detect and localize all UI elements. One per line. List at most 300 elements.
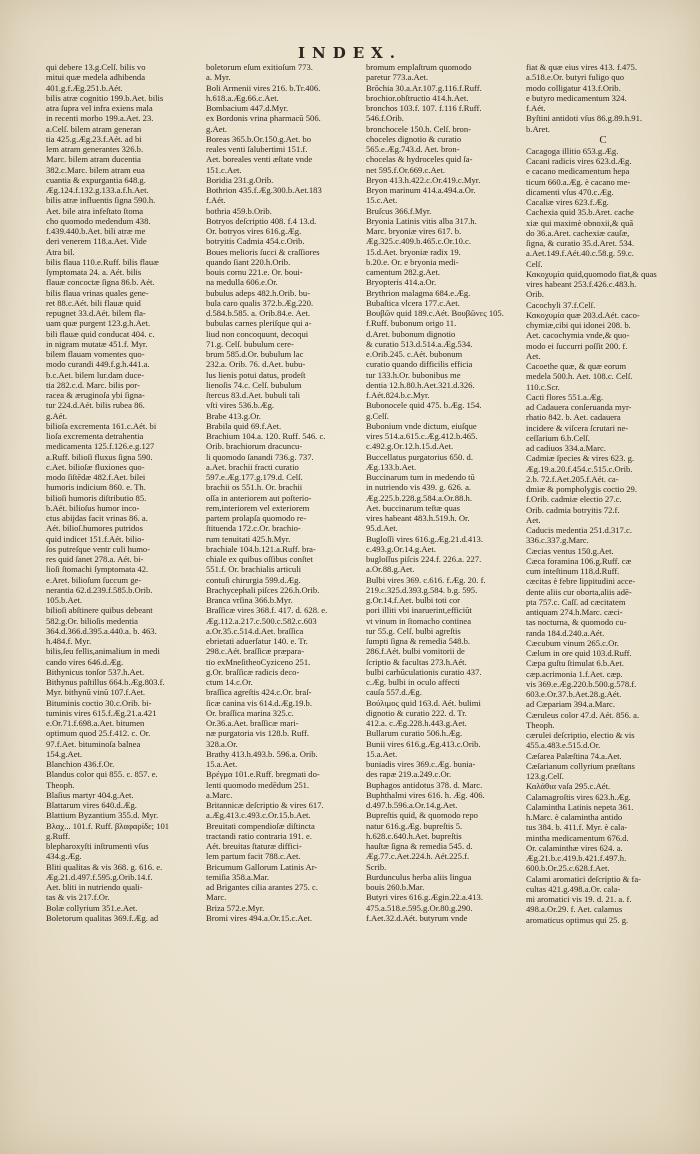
index-line: 546.f.Orib. [366,113,404,124]
index-line: 328.a.Or. [206,738,238,749]
index-line: 475.a.518.e.595.g.Or.80.g.290. [366,902,473,913]
index-line: 123.g.Celſ. [526,771,564,781]
index-line: Bullarum curatio 506.h.Æg. [366,728,463,739]
index-line: in nigram mutatæ 451.f. Myr. [46,338,148,349]
index-line: bilioſi humoris diſtributio 85. [46,492,147,503]
index-line: 2.b. 72.f.Aet.205.f.Aét. ca- [526,473,619,484]
index-line: 15.d.Aet. bryoniæ radix 19. [366,246,461,257]
index-line: vires habeant 253.f.426.c.483.h. [526,279,637,289]
index-line: bubulus adeps 482.h.Orib. bu- [206,287,311,298]
index-line: bilis atræ influentis ſigna 590.h. [46,195,156,206]
index-line: g.Or. braſſicæ radicis deco- [206,666,300,677]
index-line: ad Cadauera conſeruanda myr- [526,402,632,412]
index-line: dente aliis cur oborta,aliis adē- [526,586,632,597]
index-line: rum tenuitati 425.h.Myr. [206,533,291,544]
index-line: 110.c.Scr. [526,381,560,392]
index-line: g.Aét. [46,410,68,421]
index-line: tus 384. b. 411.f. Myr. è cala- [526,822,628,833]
index-line: Marc. [206,892,227,903]
index-line: bili flauæ quid conducat 404. c. [46,328,155,339]
index-line: mitui quæ medela adhibenda [46,72,146,83]
index-line: c.492.g.Or.12.h.15.d.Aet. [366,441,454,452]
index-line: Botryos deſcriptio 408. f.4 13.d. [206,215,317,226]
index-line: Βρέγμα 101.e.Ruff. bregmati do- [206,769,320,780]
index-line: brachii os 551.h. Or. brachii [206,482,303,493]
index-line: Or. calaminthæ vires 624. a. [526,842,623,853]
index-line: modo curandi 449.f.g.h.441.a. [46,359,150,370]
index-line: dignotio & curatio 222. d. Tr. [366,707,467,718]
index-line: Branca vrſina 366.b.Myr. [206,595,293,605]
index-line: Atra bil. [46,246,75,257]
index-line: partem prolapſa quomodo re- [206,513,307,523]
index-line: a. Myr. [206,72,231,83]
index-line: ſtercus 83.d.Aet. bubuli tali [206,390,301,400]
index-line: curatio quando difficilis efficia [366,359,473,370]
index-line: 95.d.Aet. [366,523,398,534]
index-line: a.Or.35.c.514.d.Aet. braſſica [206,625,304,636]
index-line: Calamagroſtis vires 623.h.Æg. [526,791,631,802]
index-line: Bunii vires 616.g.Æg.413.c.Orib. [366,738,481,749]
index-line: d.Aret. bubonum dignotio [366,328,456,339]
index-line: Butyri vires 616.g.Ægin.22.a.413. [366,892,483,903]
index-line: 498.a.Or.29. f. Aet. calamus [526,904,623,915]
index-line: ſtituenda 172.c.Or. brachio- [206,523,301,534]
index-line: botryitis Cadmia 454.c.Orib. [206,236,305,247]
index-line: Aet. cacochymia vnde,& quo- [526,330,630,341]
index-line: Brachycephali piſces 226.h.Orib. [206,584,320,595]
index-line: Cæpa guſtu ſtimulat 6.b.Aet. [526,658,624,669]
index-line: Cæſarea Palæſtina 74.a.Aet. [526,750,622,761]
index-line: tio exMneſitheoCyziceno 251. [206,656,311,667]
index-line: ticum 660.a.Æg. è cacano me- [526,176,631,187]
index-line: 232.a. Orib. 76. d.Aet. bubu- [206,359,306,370]
index-line: Cacti flores 551.a.Æg. [526,391,604,402]
index-line: ſos putreſque ventr culi humo- [46,543,151,554]
index-line: a.Marc. [206,789,233,800]
index-line: tur 133.h.Or. bubonibus me [366,369,461,380]
index-line: na medulla 606.e.Or. [206,277,278,288]
index-line: buniadis vires 369.c.Æg. bunia- [366,759,476,769]
index-line: Cæruleus color 47.d. Aét. 856. a. [526,709,640,720]
index-line: Æg.21.d.497.f.595.g.Orib.14.f. [46,871,153,882]
index-line: Bithynus paſtillus 664.b.Æg.803.f. [46,677,165,687]
index-line: Blaſius martyr 404.g.Aet. [46,789,134,800]
index-line: Bubonium vnde dictum, eiuſque [366,420,477,431]
index-line: Bombacium 447.d.Myr. [206,103,289,113]
index-line: Marc. bryoniæ vires 617. b. [366,226,462,236]
index-line: ret 88.c.Aét. bili flauæ quid [46,297,141,308]
index-line: vires 514.a.615.c.Æg.412.b.465. [366,431,478,441]
index-line: & curatio 513.d.514.a.Æg.534. [366,338,473,349]
index-column-1 [46,62,200,1142]
index-line: boletorum eſum exitioſum 773. [206,62,313,72]
index-line: Bupreſtis quid, & quomodo repo [366,810,478,821]
index-line: 597.e.Æg.177.g.179.d. Celſ. [206,472,303,482]
index-line: c.Æg. bulbi in oculo affecti [366,677,460,687]
index-line: ſcriptio & facultas 273.h.Aét. [366,656,467,667]
index-line: h.618.a.Æg.66.c.Aet. [206,92,279,103]
index-line: Bolæ collyrium 351.e.Aet. [46,902,138,913]
index-line: 603.e.Or.37.b.Aet.28.g.Aét. [526,689,622,699]
index-line: ceſſarium 6.b.Celſ. [526,432,590,443]
index-line: lem partum facit 788.c.Aet. [206,851,301,862]
index-line: bula caro qualis 372.b.Æg.220. [206,297,314,308]
index-line: 97.f.Aet. bituminoſa balnea [46,738,141,749]
index-line: 298.c.Aét. braſſicæ præpara- [206,646,305,657]
index-line: g.Ruff. [46,830,71,841]
index-line: Aet. boreales venti æſtate vnde [206,154,313,165]
index-line: 565.e.Æg.743.d. Aet. bron- [366,144,460,154]
index-line: 15.c.Aet. [366,195,398,206]
index-line: Bliti qualitas & vis 368. g. 616. e. [46,861,163,872]
index-line: Cæſarianum collyrium præſtans [526,760,635,771]
index-line: Aet. bile atra infeſtato ſtoma [46,205,144,216]
index-line: cauſa 557.d.Æg. [366,687,422,698]
index-line: Cacagoga illitio 653.g.Æg. [526,145,619,156]
index-line: mi aromatici vis 19. d. 21. a. f. [526,894,632,904]
index-line: Aet. bliti in nutriendo quali- [46,882,143,892]
index-line: Βλαχ... 101.f. Ruff. βλαφαρίδε; 101 [46,820,170,831]
index-line: bugloſſus piſcis 224.f. 226.a. 227. [366,554,482,564]
index-line: f.Orib. cadmiæ electio 27.c. [526,494,622,505]
index-line: bubulas carnes pleriſque qui a- [206,318,312,329]
index-line: incidere & viſcera ſcrutari ne- [526,422,629,433]
index-line: modo ſiſtēdæ 482.f.Aet. bilei [46,472,146,482]
index-line: e butyro medicamentum 324. [526,92,627,103]
index-line: Cachexia quid 35.b.Aret. cache [526,207,634,218]
index-line: Æg.225.b.228.g.584.a.Or.88.h. [366,492,472,503]
index-line: Boues melioris ſucci & craſſiores [206,246,320,257]
index-line: dicamenti vſus 470.c.Æg. [526,186,614,197]
index-line: Or.36.a.Aet. braſſicæ mari- [206,718,299,728]
index-line: 15.a.Aet. [206,759,238,769]
index-line: chymiæ,cibi qui idonei 208. b. [526,320,631,330]
index-line: Καλάθια vaſa 295.c.Aét. [526,781,611,792]
index-line: cærulei deſcriptio, electio & vis [526,730,635,740]
index-columns [46,62,682,1142]
index-line: 154.g.Aet. [46,748,83,759]
index-line: rem,interiorem vel exteriorem [206,502,310,513]
index-line: 600.b.Or.25.c.628.f.Aet. [526,863,610,874]
page-header: INDEX. [297,44,403,62]
index-line: Marc. bilem atram ducentia [46,154,141,165]
index-line: nerantia 62.d.239.f.585.b.Orib. [46,584,153,595]
index-line: Brabila quid 69.f.Aet. [206,420,282,431]
index-line: Bubaſtica vlcera 177.c.Aet. [366,297,460,308]
index-line: Brabe 413.g.Or. [206,410,261,421]
index-line: fiat & quæ eius vires 413. f.475. [526,62,637,72]
index-line: f.Aét. [526,103,546,113]
index-line: lenti quomodo medēdum 251. [206,779,310,790]
index-line: temiſia 358.a.Mar. [206,871,270,882]
index-line: Blandus color qui 855. c. 857. e. [46,769,158,780]
index-line: mintha medicamentum 676.d. [526,832,629,843]
index-line: Myr. bithynū vinū 107.f.Aet. [46,687,146,698]
index-line: ctum 14.c.Or. [206,677,253,687]
index-line: Bryon marinum 414.a.494.a.Or. [366,185,476,195]
index-line: paretur 773.a.Aet. [366,72,429,83]
index-line: Buccellatus purgatorius 650. d. [366,451,474,462]
index-line: brochior.obſtructio 414.h.Aet. [366,92,469,103]
index-line: lioſi ſtomachi ſymptomata 42. [46,564,149,575]
index-line: ad Brigantes cilia arantes 275. c. [206,882,318,892]
index-line: Scrib. [366,861,387,872]
index-line: Theoph. [46,779,75,790]
index-line: li quomodo ſanandi 736.g. 737. [206,451,314,462]
index-line: Byſtini antidoti vſus 86.g.89.h.91. [526,113,643,124]
index-line: modo colligatur 413.f.Orib. [526,82,621,93]
index-line: Bromi vires 494.a.Or.15.c.Aet. [206,912,312,923]
index-line: cando vires 646.d.Æg. [46,656,124,667]
index-line: Cæcias ventus 150.g.Aet. [526,545,614,556]
index-line: rhatio 842. b. Aet. cadauera [526,412,621,423]
index-line: hauſtæ ſigna & remedia 545. d. [366,841,473,851]
index-line: Bothrion 435.f.Æg.300.b.Aet.183 [206,185,322,195]
index-line: 71.g. Celſ. bubulum cere- [206,338,294,349]
index-line: Cæca foramina 106.g.Ruff. cæ [526,555,632,566]
index-line: in recenti morbo 199.a.Aet. 23. [46,113,154,124]
index-line: tractandi ratio contraria 191. e. [206,830,312,841]
index-line: optimum quod 25.f.412. c. Or. [46,728,151,739]
index-line: Aet. [526,514,541,525]
index-line: Æg.112.a.217.c.500.c.582.c.603 [206,615,317,626]
index-line: vis 369.e.Æg.220.b.500.g.578.f. [526,678,637,689]
index-line: Calami aromatici deſcriptio & fa- [526,873,642,884]
index-line: a.Aet. brachii fracti curatio [206,461,299,472]
index-line: Cacaliæ vires 623.f.Æg. [526,197,609,207]
index-line: e.Orib.245. c.Aét. bubonum [366,349,463,359]
index-line: contuſi chirurgia 599.d.Æg. [206,574,301,585]
index-line: Κακοχυμία quæ 203.d.Aét. caco- [526,309,640,320]
index-line: quid indicet 151.f.Aét. bilio- [46,533,145,544]
index-line: Caducis medentia 251.d.317.c. [526,525,632,535]
index-line: bilem flauam vomentes quo- [46,349,145,359]
index-line: næ purgatoria vis 128.b. Ruff. [206,728,310,739]
index-line: g.Celſ. [366,410,389,421]
index-line: natur 616.g.Æg. bupreſtis 5. [366,820,463,831]
index-line: Orib. brachiorum dracuncu- [206,441,303,452]
index-line: h.Marc. è calamintha antido [526,812,623,822]
index-line: Κακοχυμία quid,quomodo fiat,& quas [526,268,657,279]
index-line: Bugloſſi vires 616.g.Æg.21.d.413. [366,533,483,544]
index-line: a.Or.88.g.Aet. [366,564,415,575]
index-column-2 [206,62,360,1142]
index-line: pta 757.c. Caſſ. ad cæcitatem [526,596,626,607]
index-line: 434.g.Æg. [46,851,82,862]
index-line: Cacochyli 37.f.Celſ. [526,299,596,310]
index-line: Βουβῶν quid 189.c.Aét. Βουβῶνες 105. [366,308,504,318]
index-line: e.Aret. bilioſum ſuccum ge- [46,574,142,585]
index-line: Bithynicus tonſor 537.h.Aet. [46,666,145,677]
index-line: modo ei ſuccurri poſſit 200. f. [526,340,628,351]
index-line: ad Cæpariam 394.a.Marc. [526,699,616,710]
index-line: Orib. cadmia botryitis 72.f. [526,504,620,515]
index-line: Brathy 413.h.493.b. 596.a. Orib. [206,748,318,759]
index-line: randa 184.d.240.a.Aét. [526,627,605,638]
index-line: cho quomodo medendum 438. [46,215,151,226]
index-line: ad cadiuos 334.a.Marc. [526,443,606,453]
index-line: b.Aret. [526,123,550,134]
index-line: a.Ruff. bilioſi fluxus ſigna 590. [46,451,153,462]
index-line: quando ſiant 220.h.Orib. [206,256,291,267]
index-line: b.Aét. bilioſus humor inco- [46,502,140,513]
index-line: 582.g.Or. bilioſis medentia [46,615,138,626]
index-line: pori illiti vbi inaruerint,efficiūt [366,605,472,616]
index-line: Calamintha Latinis nepeta 361. [526,801,634,812]
index-line: Bulbi vires 369. c.616. f.Æg. 20. f. [366,574,486,585]
index-line: e cacano medicamentum hepa [526,166,630,177]
index-line: tur 55.g. Celſ. bulbi agreſtis [366,625,461,636]
index-line: Æg.124.f.132.g.133.a.f.h.Aet. [46,185,149,195]
index-line: 151.c.Aet. [206,164,242,175]
index-line: in nutriendo vis 439. g. 626. a. [366,482,472,493]
index-line: tas nocturna, & quomodo cu- [526,617,627,628]
index-line: g.Or.14.f.Aet. bulbi toti cor [366,595,461,605]
index-line: Orib. [526,289,544,300]
index-line: b.c.Aet. bilem lur.dam duce- [46,369,145,380]
index-line: ebrietati aduerſatur 140. e. Tr. [206,636,308,646]
index-line: Aet. buccinarum teſtæ quas [366,502,461,513]
index-line: Æg.133.b.Aet. [366,461,417,472]
index-line: medicamenta 125.f.126.e.g.127 [46,441,155,452]
index-line: bothria 459.b.Orib. [206,205,272,216]
index-line: Or. braſſica marina 325.c. [206,707,294,718]
index-line: medela 500.h. Aet. 108.c. Celſ. [526,371,633,382]
index-line: ctus abijdas facit vrinas 86. a. [46,513,148,523]
index-line: qui debere 13.g.Celſ. bilis vo [46,62,146,72]
index-line: Boridia 231.g.Orib. [206,174,274,185]
index-line: Burdunculus herba aliis lingua [366,871,472,882]
index-line: bilis atræ cognitio 199.b.Aet. bilis [46,92,164,103]
index-line: Aét. breuitas ſtaturæ diffici- [206,841,302,851]
index-line: Buphthalmi vires 616. h. Æg. 406. [366,789,485,800]
index-line: aromaticus optimus qui 25. g. [526,914,629,925]
index-line: 364.d.366.d.395.a.440.a. b. 463. [46,625,157,636]
index-line: Bryon 413.h.422.c.Or.419.c.Myr. [366,174,481,185]
index-line: tia 282.c.d. Marc. bilis por- [46,379,140,390]
section-letter: C [599,133,607,146]
index-line: brachiale 104.b.121.a.Ruff. bra- [206,543,316,554]
index-line: bilioſa excrementa 161.c.Aét. bi [46,420,157,431]
index-line: ſigna, & curatio 35.d.Aret. 534. [526,238,635,248]
index-line: reales venti ſalubertimi 151.f. [206,144,308,154]
index-line: e.Or.71.f.698.a.Aet. bitumen [46,718,145,728]
index-line: deri venerem 118.a.Aet. Vide [46,236,147,247]
index-line: vſti vires 536.b.Æg. [206,400,275,411]
index-line: Bubonocele quid 475. b.Æg. 154. [366,400,482,411]
index-line: 401.g.f.Æg.251.b.Aét. [46,82,123,93]
index-line: liud non concoquunt, decoqui [206,328,309,339]
index-line: d.584.b.585. a. Orib.84.e. Aet. [206,308,311,318]
index-line: Æg.19.a.20.f.454.c.515.c.Orib. [526,463,633,474]
index-line: Æg.325.c.409.b.465.c.Or.10.c. [366,236,472,247]
index-line: Briza 572.e.Myr. [206,902,265,913]
index-line: bouis cornu 221.e. Or. boui- [206,267,303,277]
index-line: res quid ſanet 278.a. Aét. bi- [46,554,144,564]
index-line: bouis 260.b.Mar. [366,882,425,892]
index-line: c.Aet. bilioſæ fluxiones quo- [46,461,145,472]
index-line: Bryonia Latinis vitis alba 317.h. [366,215,477,226]
index-line: Braſſicæ vires 368.f. 417. d. 628. e. [206,605,328,616]
index-line: vires habeant 483.h.519.h. Or. [366,513,470,523]
index-line: tur 224.d.Aét. bilis rubea 86. [46,400,145,411]
index-line: cæp.acrimonia 1.f.Aet. cæp. [526,668,623,679]
index-line: bronchos 103.f. 107. f.116 f.Ruff. [366,103,482,113]
index-line: Boreas 365.b.Or.150.g.Aet. bo [206,133,312,144]
index-line: Æg.21.b.c.419.b.421.f.497.h. [526,853,627,863]
index-line: Theoph. [526,719,555,730]
index-line: Buphagos antidotus 378. d. Marc. [366,779,483,790]
index-line: Breuitati compendioſæ diſtincta [206,820,315,831]
index-line: Aet. [526,350,541,361]
index-line: choceles dignotio & curatio [366,133,462,144]
index-line: atra ſupra vel infra exiens mala [46,103,153,113]
index-line: des rapæ 219.a.249.c.Or. [366,769,452,780]
index-line: Blattarum vires 640.d.Æg. [46,800,137,810]
index-line: f.Aet.32.d.Aét. butyrum vnde [366,912,468,923]
index-line: b.20.e. Or. e bryonia medi- [366,256,459,267]
index-line: racea & æruginoſa ybi ſigna- [46,390,145,400]
index-line: bilis,ſeu fellis,animalium in medi [46,646,160,657]
index-line: a.Aet.149.f.Aét.40.c.58.g. 59.c. [526,248,634,259]
index-line: g.Aet. [206,123,228,134]
index-line: f.Ruff. bubonum origo 11. [366,318,457,329]
index-line: Boletorum qualitas 369.f.Æg. ad [46,912,159,923]
index-line: flauæ concoctæ ſigna 86.b. Aét. [46,277,155,288]
index-line: Bituminis coctio 30.c.Orib. bi- [46,697,152,708]
index-line: net 595.f.Or.669.c.Aet. [366,164,445,175]
index-line: h.484.f. Myr. [46,636,92,646]
index-line: Celſ. [526,258,543,269]
index-line: camentum 282.g.Aet. [366,267,440,277]
index-line: 412.a. c.Æg.228.h.443.g.Aet. [366,718,467,728]
index-line: Boli Armenii vires 216. b.Tr.406. [206,82,321,93]
index-line: Britannicæ deſcriptio & vires 617. [206,800,324,810]
index-line: c.493.g.Or.14.g.Aet. [366,543,436,554]
index-line: Æg.77.c.Aet.224.h. Aét.225.f. [366,851,470,862]
index-line: dentia 12.h.80.h.Aet.321.d.326. [366,379,475,390]
index-line: lus lienis potui datus, prodeſt [206,369,306,380]
index-line: ex Bordonis vrina pharmacū 506. [206,113,321,124]
index-line: tuminis vires 615.f.Æg.21.a.421 [46,707,157,718]
index-line: Buccinarum tum in medendo tū [366,472,475,482]
index-line: cæcitas è febre lippitudini acce- [526,576,636,587]
index-line: ſumpti ſigna & remedia 548.b. [366,636,471,646]
index-line: lioſa excrementa detrahentia [46,431,144,441]
index-line: 105.b.Aet. [46,595,83,605]
index-line: a.Celſ. bilem atram generan [46,123,142,134]
index-line: Bricumum Gallorum Latinis Ar- [206,861,318,872]
index-line: antiquam 274.h.Marc. cæci- [526,607,623,617]
index-line: ſicæ canina vis 614.d.Æg.19.b. [206,697,312,708]
index-line: cuantia & expurgantia 648.g. [46,174,146,185]
index-line: 382.c.Marc. bilem atram eua [46,164,145,175]
index-line: brum 585.d.Or. bubulum lac [206,349,304,359]
index-line: Βούλιμος quid 163.d. Aét. bulimi [366,697,481,708]
index-line: repugnet 33.d.Aét. bilem fla- [46,308,146,318]
index-line: Cacoethe quæ, & quæ eorum [526,361,627,371]
index-line: tia 425.g.Æg.23.f.Aét. ad bi [46,133,142,144]
index-line: blepharoxyſti inſtrumenti vſus [46,841,149,851]
index-line: h.628.c.640.h.Aet. bupreſtis [366,830,462,841]
index-line: a.Æg.413.c.493.c.Or.15.b.Aet. [206,810,311,821]
index-line: Aét. bilioſ.humores putridos [46,523,143,534]
index-line: bilis flaua vrinas quales gene- [46,287,149,298]
index-line: Brōchia 30.a.Ar.107.g.116.f.Ruff. [366,82,482,93]
index-line: dmiæ & pompholygis coctio 29. [526,484,638,494]
index-line: oſſa in anteriorem aut poſterio- [206,492,312,503]
index-line: a.518.e.Or. butyri fuligo quo [526,72,625,83]
